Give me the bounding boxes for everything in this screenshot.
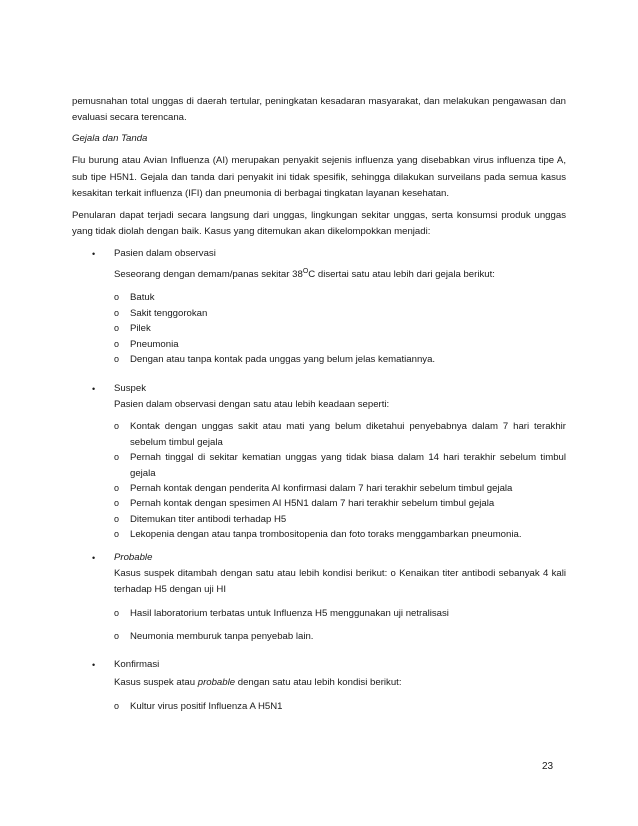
list-item: o Kultur virus positif Influenza A H5N1: [114, 699, 566, 714]
category-description: Seseorang dengan demam/panas sekitar $38^OC$ disertai satu atau lebih dari gejala berikut:: [114, 268, 495, 281]
list-item: o Pernah kontak dengan spesimen AI H5N1 dalam 7 hari terakhir sebelum timbul gejala: [114, 496, 566, 511]
list-item: o Dengan atau tanpa kontak pada unggas yang belum jelas kematiannya.: [114, 352, 566, 367]
bullet-icon: •: [92, 659, 96, 670]
symptom-list: [114, 290, 566, 367]
list-item: o Pilek: [114, 321, 566, 336]
circle-bullet-icon: o: [114, 452, 120, 463]
list-item: o Pernah tinggal di sekitar kematian unggas yang tidak biasa dalam 14 hari terakhir sebelum timbul gejala: [114, 452, 566, 479]
category-konfirmasi: [72, 657, 566, 714]
circle-bullet-icon: o: [114, 307, 120, 318]
circle-bullet-icon: o: [114, 338, 120, 349]
paragraph-penularan: Penularan dapat terjadi secara langsung dari unggas, lingkungan sekitar unggas, serta konsumsi produk unggas yang tidak diolah dengan baik. Kasus yang ditemukan akan dikelompokkan menjadi:: [72, 210, 566, 238]
list-item: o Kontak dengan unggas sakit atau mati yang belum diketahui penyebabnya dalam 7 hari terakhir sebelum timbul gejala: [114, 421, 566, 448]
case-category-list: [72, 246, 566, 714]
category-description: Kasus suspek atau probable dengan satu atau lebih kondisi berikut:: [114, 676, 402, 688]
condition-list: [114, 606, 566, 645]
circle-bullet-icon: o: [114, 513, 120, 524]
list-item: o Batuk: [114, 290, 566, 305]
category-description: Pasien dalam observasi dengan satu atau lebih keadaan seperti:: [114, 399, 390, 411]
list-item: o Pernah kontak dengan penderita AI konfirmasi dalam 7 hari terakhir sebelum timbul gejala: [114, 481, 566, 496]
bullet-icon: •: [92, 384, 96, 395]
category-title: Konfirmasi: [114, 658, 160, 670]
circle-bullet-icon: o: [114, 292, 120, 303]
circle-bullet-icon: o: [114, 354, 120, 365]
category-title: Suspek: [114, 383, 146, 395]
category-pasien-observasi: [72, 246, 566, 367]
condition-list: [114, 419, 566, 542]
document-page: [72, 94, 566, 714]
circle-bullet-icon: o: [114, 498, 120, 509]
category-title: Probable: [114, 551, 153, 563]
bullet-icon: •: [92, 552, 96, 563]
list-item: o Sakit tenggorokan: [114, 306, 566, 321]
list-item: o Pneumonia: [114, 337, 566, 352]
circle-bullet-icon: o: [114, 700, 120, 711]
category-probable: [72, 550, 566, 645]
intro-paragraph: pemusnahan total unggas di daerah tertular, peningkatan kesadaran masyarakat, dan melakukan pengawasan dan evaluasi secara terencana.: [72, 96, 566, 124]
page-number: 23: [542, 761, 554, 772]
category-description: Kasus suspek ditambah dengan satu atau lebih kondisi berikut: o Kenaikan titer antibodi sebanyak 4 kali terhadap H5 dengan uji HI: [114, 567, 566, 595]
circle-bullet-icon: o: [114, 631, 120, 642]
circle-bullet-icon: o: [114, 421, 120, 432]
category-suspek: [72, 381, 566, 542]
bullet-icon: •: [92, 249, 96, 260]
paragraph-flu: Flu burung atau Avian Influenza (AI) merupakan penyakit sejenis influenza yang disebabkan virus influenza tipe A, sub tipe H5N1. Gejala dan tanda dari penyakit ini tidak spesifik, sehingga dilakukan surveilans pada semua kasus kesakitan terkait influenza (IFI) dan pneumonia di berbagai tingkatan layanan kesehatan.: [72, 155, 566, 199]
circle-bullet-icon: o: [114, 483, 120, 494]
circle-bullet-icon: o: [114, 607, 120, 618]
list-item: o Ditemukan titer antibodi terhadap H5: [114, 512, 566, 527]
section-heading: Gejala dan Tanda: [72, 133, 148, 145]
list-item: o Lekopenia dengan atau tanpa trombositopenia dan foto toraks menggambarkan pneumonia.: [114, 527, 566, 542]
condition-list: [114, 699, 566, 714]
circle-bullet-icon: o: [114, 529, 120, 540]
category-title: Pasien dalam observasi: [114, 248, 216, 260]
list-item: o Neumonia memburuk tanpa penyebab lain.: [114, 629, 566, 644]
circle-bullet-icon: o: [114, 323, 120, 334]
list-item: o Hasil laboratorium terbatas untuk Influenza H5 menggunakan uji netralisasi: [114, 606, 566, 621]
